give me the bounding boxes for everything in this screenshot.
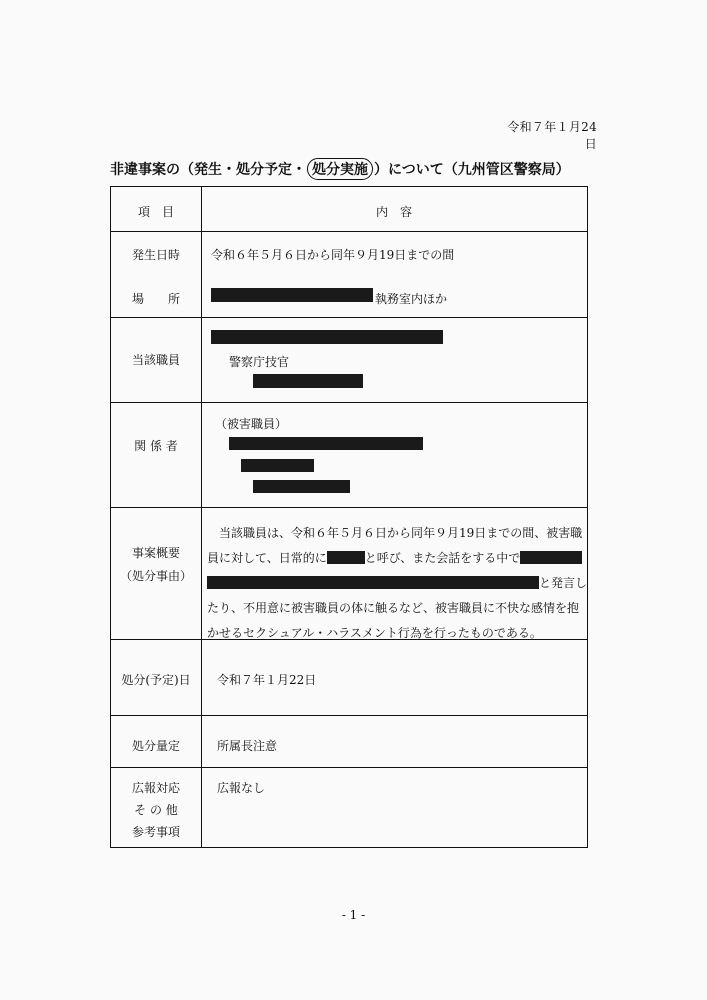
page-number: - 1 - xyxy=(341,908,366,922)
occurrence-date-label: 発生日時 xyxy=(131,248,180,262)
related-persons-value: （被害職員） xyxy=(215,417,288,431)
redacted-nickname xyxy=(327,551,365,564)
redacted-employee-affiliation xyxy=(211,330,443,344)
summary-label-sub: （処分事由） xyxy=(119,569,192,583)
redacted-remark-b xyxy=(207,576,539,589)
summary-text xyxy=(207,521,587,646)
redacted-remark-a xyxy=(520,551,582,564)
redacted-victim-rank xyxy=(241,459,314,472)
row-divider xyxy=(111,507,587,508)
row-divider xyxy=(111,767,587,768)
row-divider xyxy=(111,715,587,716)
summary-part3: と発言したり、不用意に被害職員の体に触るなど、被害職員に不快な感情を抱かせるセクシュアル・ハラスメント行為を行ったものである。 xyxy=(207,576,588,640)
summary-label: 事案概要 xyxy=(131,546,180,560)
disposition-table xyxy=(110,186,588,848)
employee-rank: 警察庁技官 xyxy=(229,355,290,369)
summary-part2: と呼び、また会話をする中で xyxy=(364,551,521,565)
redacted-victim-name xyxy=(253,480,350,493)
disposition-date-value: 令和７年１月22日 xyxy=(217,673,317,687)
occurrence-date-value: 令和６年５月６日から同年９月19日までの間 xyxy=(211,248,455,262)
disposition-date-label: 処分(予定)日 xyxy=(121,673,191,687)
row-divider xyxy=(111,402,587,403)
redacted-employee-name xyxy=(253,374,363,388)
header-item: 項 目 xyxy=(137,205,174,219)
column-divider xyxy=(201,187,202,847)
row-divider xyxy=(111,231,587,232)
related-persons-label: 関 係 者 xyxy=(134,439,178,453)
summary-part1: 当該職員は、令和６年５月６日から同年９月19日までの間、被害職員に対して、日常的に xyxy=(207,526,583,565)
title-circled-option: 処分実施 xyxy=(307,158,373,180)
location-value: 執務室内ほか xyxy=(375,292,448,306)
disposition-value: 所属長注意 xyxy=(217,739,278,753)
row-divider xyxy=(111,317,587,318)
disposition-label: 処分量定 xyxy=(131,739,180,753)
pr-label-2: そ の 他 xyxy=(134,803,178,817)
title-prefix: 非違事案の（発生・処分予定・ xyxy=(110,162,306,178)
redacted-location xyxy=(211,288,373,302)
pr-value: 広報なし xyxy=(217,781,266,795)
header-content: 内 容 xyxy=(375,205,412,219)
title-suffix: ）について（九州管区警察局） xyxy=(374,162,570,178)
document-title xyxy=(110,158,590,180)
employee-label: 当該職員 xyxy=(131,353,180,367)
document-date: 令和７年１月24日 xyxy=(507,120,597,151)
pr-label-3: 参考事項 xyxy=(131,825,180,839)
pr-label-1: 広報対応 xyxy=(131,781,180,795)
row-divider xyxy=(111,639,587,640)
redacted-victim-affiliation xyxy=(229,437,423,450)
location-label: 場 所 xyxy=(131,292,180,306)
